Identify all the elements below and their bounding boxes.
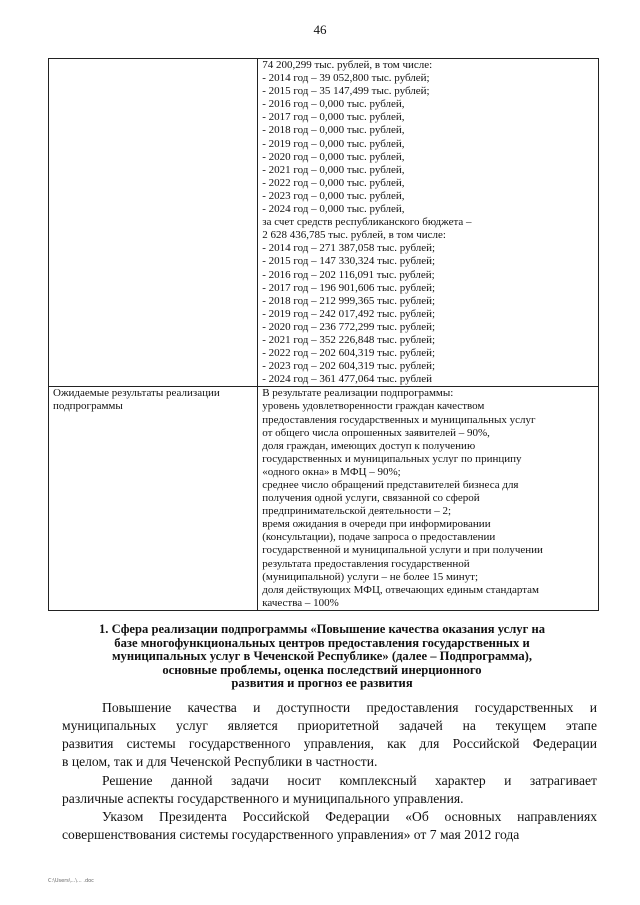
funding-line: - 2021 год – 0,000 тыс. рублей, <box>262 163 405 176</box>
footer-file-path: C:\Users\...\... .doc <box>48 878 94 884</box>
funding-line: - 2022 год – 0,000 тыс. рублей, <box>262 176 405 189</box>
funding-value-cell <box>258 59 599 387</box>
result-line: среднее число обращений представителей бизнеса для <box>262 479 519 491</box>
funding-line: - 2020 год – 236 772,299 тыс. рублей; <box>262 320 436 333</box>
paragraph-line: развития системы государственного управления, как для Российской Федерации <box>62 736 597 751</box>
funding-line: - 2023 год – 0,000 тыс. рублей, <box>262 189 405 202</box>
results-label-cell <box>49 387 258 611</box>
funding-line: - 2017 год – 196 901,606 тыс. рублей; <box>262 281 436 294</box>
funding-line: за счет средств республиканского бюджета – <box>262 216 472 229</box>
paragraph-line: Повышение качества и доступности предоставления государственных и <box>102 700 597 715</box>
results-row <box>49 387 599 611</box>
results-label-line: Ожидаемые результаты реализации <box>53 387 220 400</box>
paragraph-line: в целом, так и для Чеченской Республики в частности. <box>62 754 378 769</box>
paragraph-line: совершенствования системы государственного управления» от 7 мая 2012 года <box>62 827 520 842</box>
funding-line: - 2020 год – 0,000 тыс. рублей, <box>262 150 405 163</box>
funding-lines <box>262 59 594 386</box>
funding-line: - 2018 год – 212 999,365 тыс. рублей; <box>262 294 436 307</box>
funding-line: - 2022 год – 202 604,319 тыс. рублей; <box>262 347 436 360</box>
funding-line: - 2014 год – 271 387,058 тыс. рублей; <box>262 242 436 255</box>
paragraph-line: муниципальных услуг является приоритетной задачей на текущем этапе <box>62 718 597 733</box>
funding-line: - 2019 год – 0,000 тыс. рублей, <box>262 137 405 150</box>
funding-label-cell <box>49 59 258 387</box>
funding-line: - 2015 год – 35 147,499 тыс. рублей; <box>262 85 430 98</box>
result-line: «одного окна» в МФЦ – 90%; <box>262 465 401 478</box>
result-line: В результате реализации подпрограммы: <box>262 387 454 400</box>
result-line: получения одной услуги, связанной со сферой <box>262 492 480 505</box>
funding-line: - 2021 год – 352 226,848 тыс. рублей; <box>262 333 436 346</box>
paragraph-line: Решение данной задачи носит комплексный характер и затрагивает <box>102 773 597 788</box>
funding-line: - 2014 год – 39 052,800 тыс. рублей; <box>262 72 430 85</box>
funding-line: - 2024 год – 0,000 тыс. рублей, <box>262 203 405 216</box>
funding-row <box>49 59 599 387</box>
result-line: государственной и муниципальной услуги и при получении <box>262 544 543 557</box>
page-number: 46 <box>313 22 327 37</box>
results-label-line: подпрограммы <box>53 400 123 413</box>
paragraph-2 <box>62 772 597 808</box>
paragraph-line: Указом Президента Российской Федерации «Об основных направлениях <box>102 809 597 824</box>
result-line: (консультации), подаче запроса о предоставлении <box>262 531 496 544</box>
result-line: доля действующих МФЦ, отвечающих единым стандартам <box>262 583 539 596</box>
heading-line: развития и прогноз ее развития <box>231 676 413 691</box>
result-line: предоставления государственных и муниципальных услуг <box>262 413 536 426</box>
paragraph-1 <box>62 699 597 771</box>
paragraph-line: различные аспекты государственного и муниципального управления. <box>62 791 464 806</box>
results-value-cell <box>258 387 599 611</box>
result-line: от общего числа опрошенных заявителей – 90%, <box>262 426 490 439</box>
heading-line: 1. Сфера реализации подпрограммы «Повышение качества оказания услуг на <box>99 622 545 636</box>
funding-line: - 2015 год – 147 330,324 тыс. рублей; <box>262 255 436 268</box>
funding-line: 74 200,299 тыс. рублей, в том числе: <box>262 59 433 71</box>
heading-line: основные проблемы, оценка последствий инерционного <box>162 662 482 677</box>
result-line: уровень удовлетворенности граждан качеством <box>262 400 485 413</box>
results-lines <box>262 387 594 610</box>
results-label <box>53 387 253 413</box>
result-line: время ожидания в очереди при информировании <box>262 518 491 531</box>
funding-line: - 2018 год – 0,000 тыс. рублей, <box>262 124 405 137</box>
section-heading <box>72 623 572 691</box>
funding-line: 2 628 436,785 тыс. рублей, в том числе: <box>262 229 446 242</box>
result-line: государственных и муниципальных услуг по принципу <box>262 452 522 465</box>
result-line: предпринимательской деятельности – 2; <box>262 505 451 518</box>
result-line: результата предоставления государственной <box>262 557 470 570</box>
funding-line: - 2023 год – 202 604,319 тыс. рублей; <box>262 360 436 373</box>
result-line: качества – 100% <box>262 596 339 609</box>
heading-line: базе многофункциональных центров предоставления государственных и <box>114 635 530 650</box>
funding-line: - 2017 год – 0,000 тыс. рублей, <box>262 111 405 124</box>
heading-line: муниципальных услуг в Чеченской Республике» (далее – Подпрограмма), <box>111 649 533 664</box>
result-line: доля граждан, имеющих доступ к получению <box>262 439 476 452</box>
paragraph-3 <box>62 808 597 844</box>
subprogram-passport-table <box>48 58 599 611</box>
funding-line: - 2024 год – 361 477,064 тыс. рублей <box>262 373 433 386</box>
funding-line: - 2016 год – 202 116,091 тыс. рублей; <box>262 268 435 281</box>
funding-line: - 2019 год – 242 017,492 тыс. рублей; <box>262 307 436 320</box>
funding-line: - 2016 год – 0,000 тыс. рублей, <box>262 98 405 111</box>
result-line: (муниципальной) услуги – не более 15 минут; <box>262 570 479 583</box>
